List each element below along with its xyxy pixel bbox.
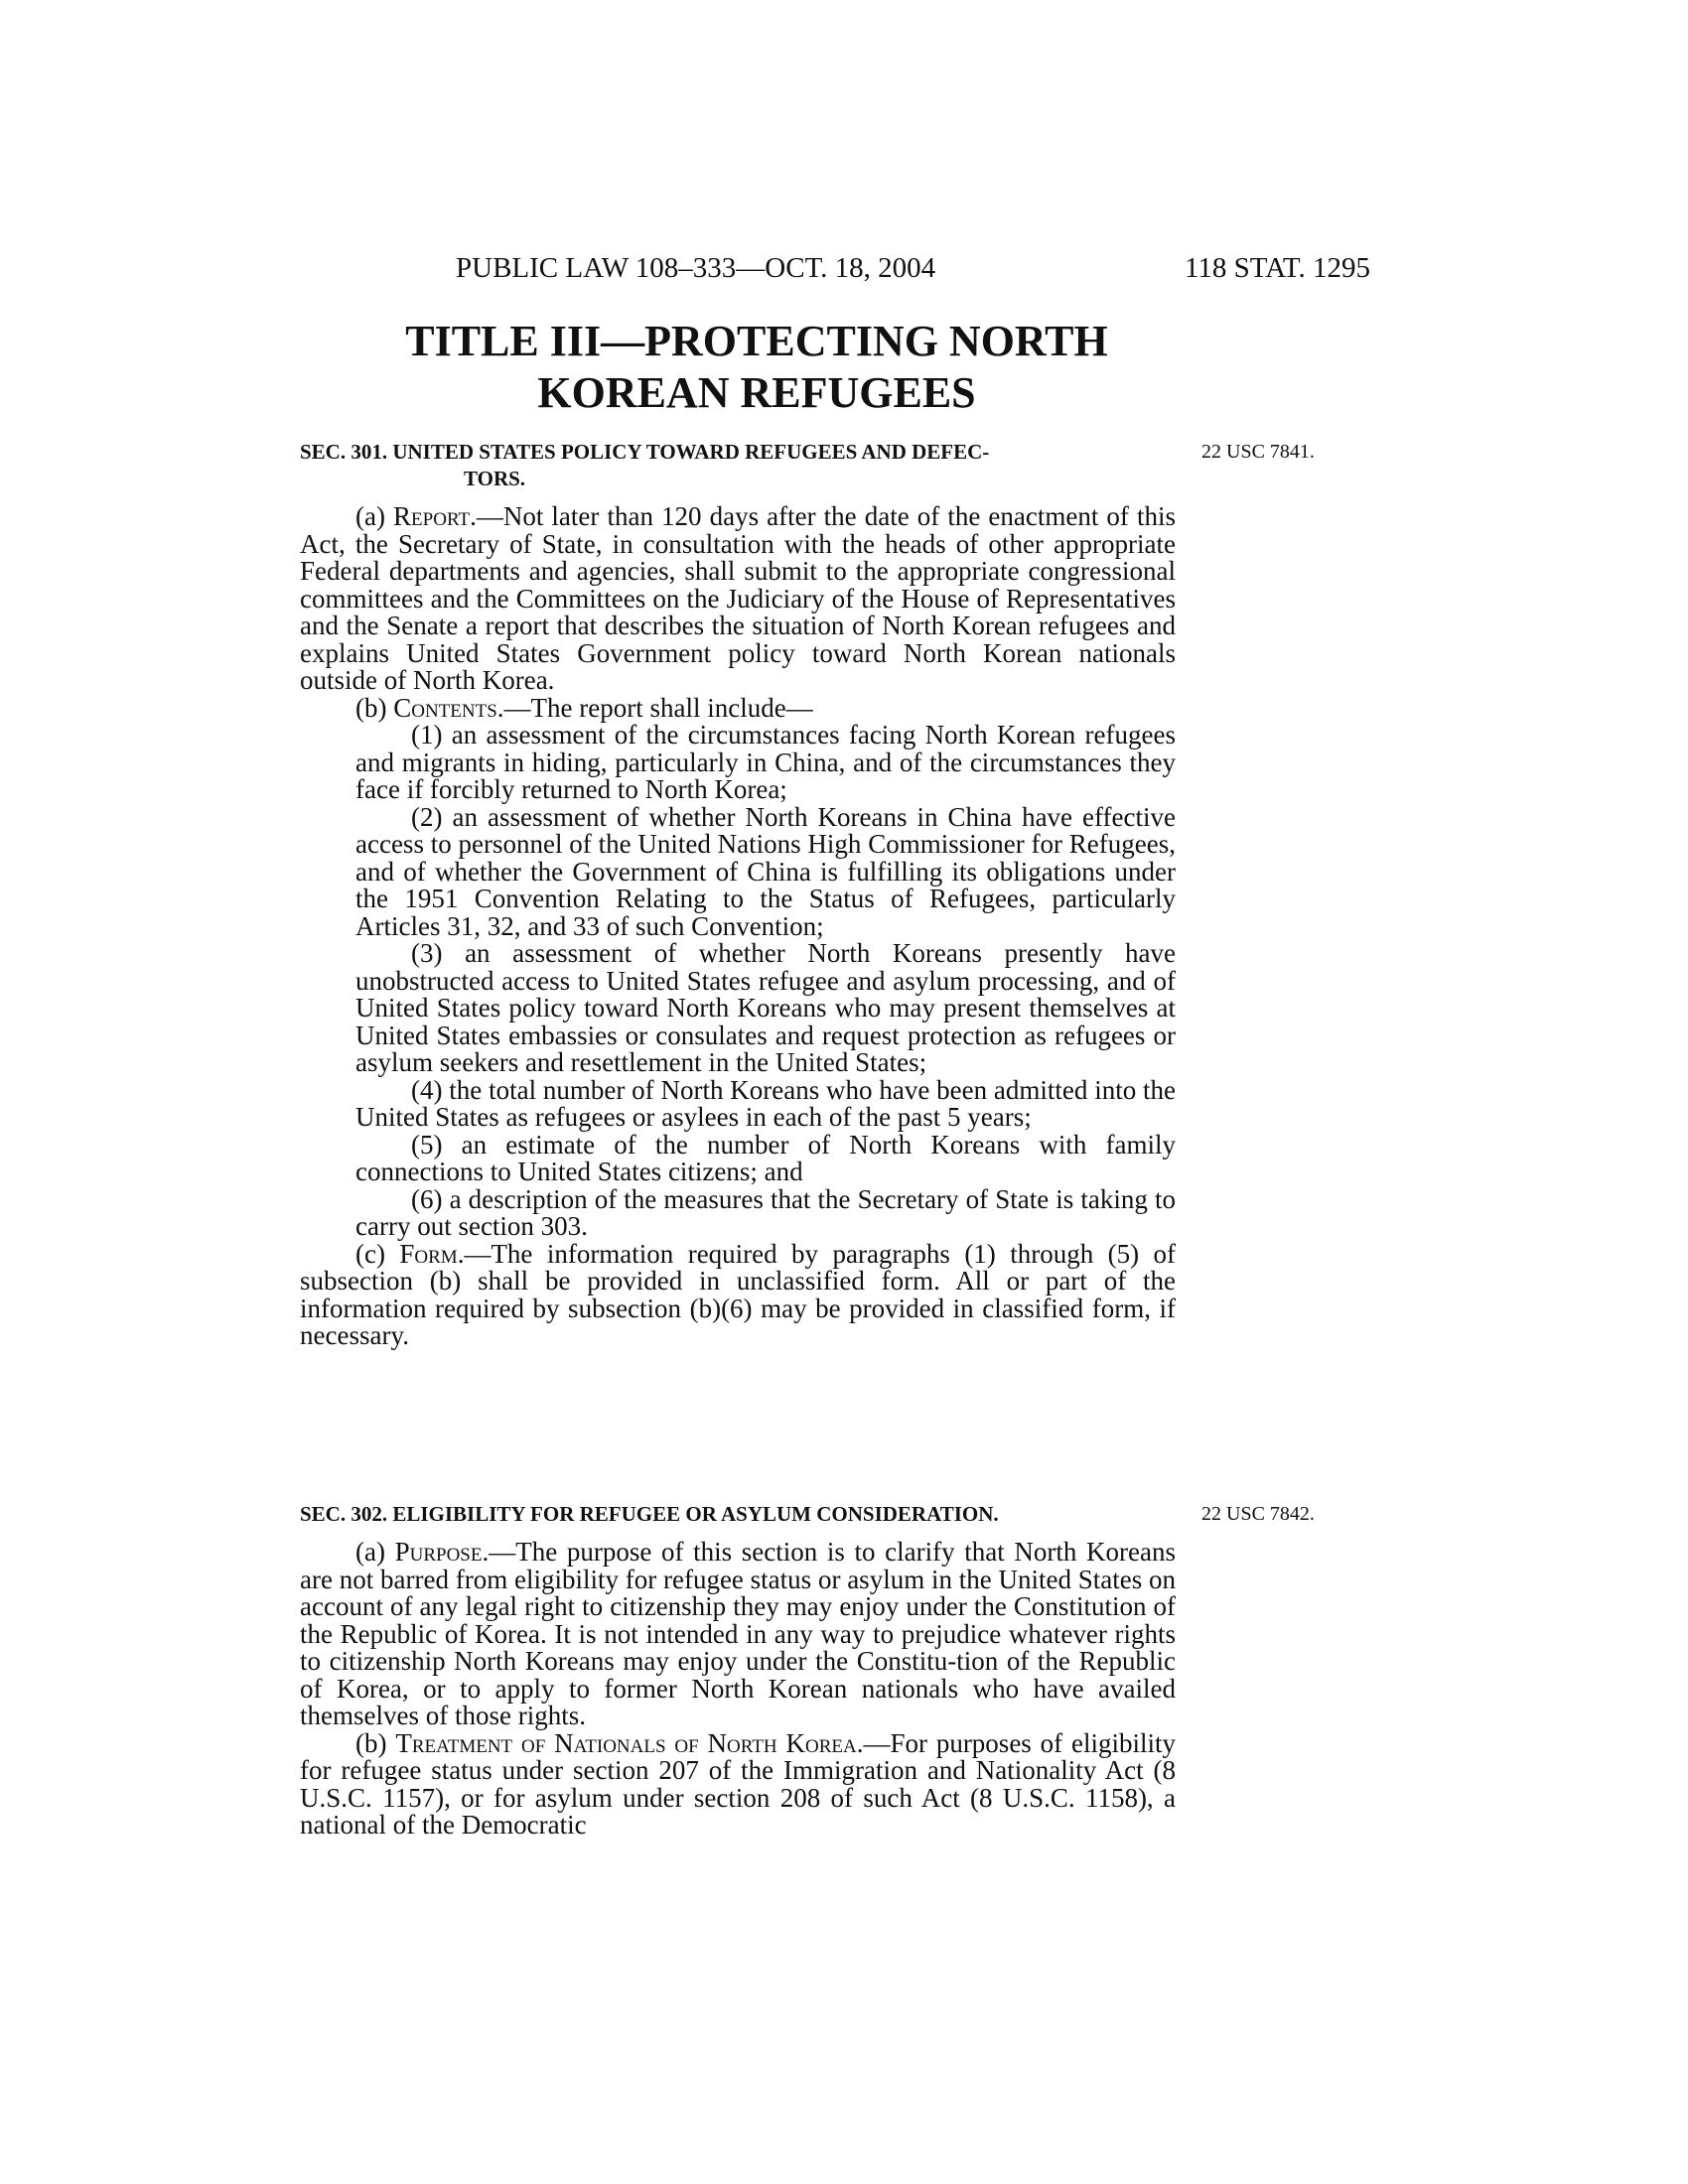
paragraph-4: (4) the total number of North Koreans who have been admitted into the United States as refugees or asylees in each of the past 5 years; <box>355 1074 1176 1132</box>
title-line-2: KOREAN REFUGEES <box>537 368 976 417</box>
section-302-margin-note: 22 USC 7842. <box>1201 1503 1315 1525</box>
paragraph-6: (6) a description of the measures that the Secretary of State is taking to carry out section 303. <box>355 1183 1176 1241</box>
section-301-heading-line-2: TORS. <box>464 467 526 490</box>
subsection-a-purpose: (a) Purpose.—The purpose of this section is to clarify that North Koreans are not barred from eligibility for refugee status or asylum in the United States on account of any legal right to citizenship they may enjoy under the Constitution of the Republic of Korea. It is not intended in any way to prejudice whatever rights to citizenship North Koreans may enjoy under the Constitu-tion of the Republic of Korea, or to apply to former North Korean nationals who have availed themselves of those rights. <box>300 1537 1176 1730</box>
section-301-body <box>300 503 1176 1350</box>
paragraph-2: (2) an assessment of whether North Koreans in China have effective access to personnel of the United Nations High Commissioner for Refugees, and of whether the Government of China is fulfilling its obligations under the 1951 Convention Relating to the Status of Refugees, particularly Articles 31, 32, and 33 of such Convention; <box>355 801 1176 941</box>
subsection-caption: Form <box>399 1238 458 1269</box>
paragraph-1: (1) an assessment of the circumstances facing North Korean refugees and migrants in hiding, particularly in China, and of the circumstances they face if forcibly returned to North Korea; <box>355 720 1176 804</box>
subsection-caption: Report <box>393 501 471 531</box>
title-line-1: TITLE III—PROTECTING NORTH <box>405 317 1108 365</box>
section-302-heading: SEC. 302. ELIGIBILITY FOR REFUGEE OR ASYLUM CONSIDERATION. <box>300 1502 999 1526</box>
page-header <box>456 252 1370 292</box>
public-law-citation: PUBLIC LAW 108–333—OCT. 18, 2004 <box>456 252 936 284</box>
subsection-b-contents: (b) Contents.—The report shall include— <box>355 692 813 723</box>
subsection-c-form: (c) Form.—The information required by paragraphs (1) through (5) of subsection (b) shall be provided in unclassified form. All or part of the information required by subsection (b)(6) may be provided in classified form, if necessary. <box>300 1238 1176 1350</box>
section-301-margin-note: 22 USC 7841. <box>1201 441 1315 463</box>
section-302-body <box>300 1539 1176 1840</box>
section-301-heading <box>300 439 1174 492</box>
statute-page-number: 118 STAT. 1295 <box>1185 252 1370 284</box>
subsection-caption: Treatment of Nationals of North Korea <box>395 1727 857 1758</box>
subsection-caption: Contents <box>393 692 497 723</box>
subsection-b-treatment: (b) Treatment of Nationals of North Korea.—For purposes of eligibility for refugee status under section 207 of the Immigration and Nationality Act (8 U.S.C. 1157), or for asylum under section 208 of such Act (8 U.S.C. 1158), a national of the Democratic <box>300 1727 1177 1840</box>
subsection-a-report: (a) Report.—Not later than 120 days after the date of the enactment of this Act, the Secretary of State, in consultation with the heads of other appropriate Federal departments and agencies, shall submit to the appropriate congressional committees and the Committees on the Judiciary of the House of Representatives and the Senate a report that describes the situation of North Korean refugees and explains United States Government policy toward North Korean nationals outside of North Korea. <box>300 501 1177 695</box>
title-heading <box>300 316 1213 419</box>
paragraph-5: (5) an estimate of the number of North Koreans with family connections to United States citizens; and <box>355 1129 1176 1186</box>
paragraph-3: (3) an assessment of whether North Koreans presently have unobstructed access to United States refugee and asylum processing, and of United States policy toward North Koreans who may present themselves at United States embassies or consulates and request protection as refugees or asylum seekers and resettlement in the United States; <box>355 938 1176 1077</box>
section-301-heading-line-1: SEC. 301. UNITED STATES POLICY TOWARD REFUGEES AND DEFEC- <box>300 440 990 464</box>
subsection-caption: Purpose <box>394 1537 483 1567</box>
